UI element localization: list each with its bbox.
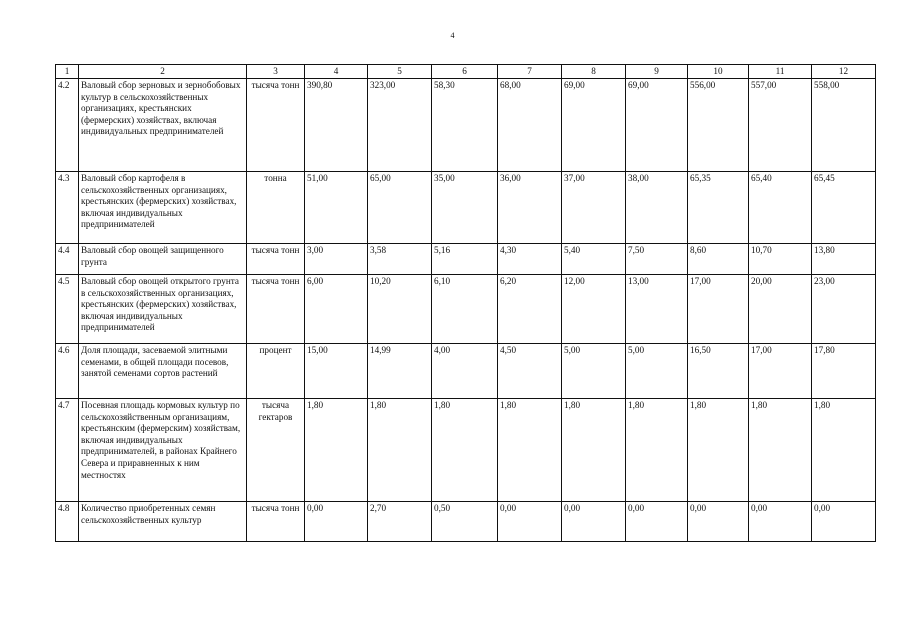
- value-cell: 0,00: [812, 502, 876, 542]
- value-cell: 65,40: [749, 172, 812, 244]
- value-cell: 4,50: [498, 344, 562, 399]
- value-cell: 0,00: [688, 502, 749, 542]
- value-cell: 4,00: [432, 344, 498, 399]
- indicators-table: [55, 64, 876, 542]
- value-cell: 51,00: [305, 172, 368, 244]
- value-cell: 65,35: [688, 172, 749, 244]
- value-cell: 390,80: [305, 79, 368, 172]
- value-cell: 0,00: [626, 502, 688, 542]
- value-cell: 557,00: [749, 79, 812, 172]
- header-col-8: 8: [562, 65, 626, 79]
- value-cell: 13,00: [626, 275, 688, 344]
- row-number: 4.2: [56, 79, 79, 172]
- value-cell: 15,00: [305, 344, 368, 399]
- value-cell: 14,99: [368, 344, 432, 399]
- value-cell: 558,00: [812, 79, 876, 172]
- row-number: 4.6: [56, 344, 79, 399]
- unit-cell: процент: [247, 344, 305, 399]
- table-row: [56, 172, 876, 244]
- value-cell: 0,50: [432, 502, 498, 542]
- row-number: 4.3: [56, 172, 79, 244]
- value-cell: 6,20: [498, 275, 562, 344]
- value-cell: 1,80: [812, 399, 876, 502]
- value-cell: 17,00: [749, 344, 812, 399]
- value-cell: 35,00: [432, 172, 498, 244]
- value-cell: 58,30: [432, 79, 498, 172]
- indicator-name: Валовый сбор картофеля в сельскохозяйственных организациях, крестьянских (фермерских) хозяйствах, включая индивидуальных предпринимателей: [79, 172, 247, 244]
- value-cell: 65,45: [812, 172, 876, 244]
- value-cell: 17,00: [688, 275, 749, 344]
- header-col-4: 4: [305, 65, 368, 79]
- value-cell: 5,40: [562, 244, 626, 275]
- value-cell: 2,70: [368, 502, 432, 542]
- row-number: 4.7: [56, 399, 79, 502]
- table-body: [56, 79, 876, 542]
- table-row: [56, 502, 876, 542]
- value-cell: 37,00: [562, 172, 626, 244]
- value-cell: 69,00: [562, 79, 626, 172]
- value-cell: 1,80: [432, 399, 498, 502]
- value-cell: 10,70: [749, 244, 812, 275]
- table-row: [56, 275, 876, 344]
- value-cell: 68,00: [498, 79, 562, 172]
- row-number: 4.5: [56, 275, 79, 344]
- value-cell: 1,80: [498, 399, 562, 502]
- value-cell: 5,00: [562, 344, 626, 399]
- unit-cell: тысяча тонн: [247, 244, 305, 275]
- value-cell: 5,00: [626, 344, 688, 399]
- row-number: 4.4: [56, 244, 79, 275]
- value-cell: 0,00: [498, 502, 562, 542]
- value-cell: 8,60: [688, 244, 749, 275]
- unit-cell: тысяча гектаров: [247, 399, 305, 502]
- value-cell: 17,80: [812, 344, 876, 399]
- value-cell: 5,16: [432, 244, 498, 275]
- value-cell: 16,50: [688, 344, 749, 399]
- value-cell: 38,00: [626, 172, 688, 244]
- value-cell: 20,00: [749, 275, 812, 344]
- value-cell: 0,00: [562, 502, 626, 542]
- table-header: [56, 65, 876, 79]
- table-row: [56, 399, 876, 502]
- page-number: 4: [450, 31, 455, 40]
- header-col-5: 5: [368, 65, 432, 79]
- table-row: [56, 344, 876, 399]
- value-cell: 4,30: [498, 244, 562, 275]
- value-cell: 3,00: [305, 244, 368, 275]
- value-cell: 65,00: [368, 172, 432, 244]
- value-cell: 12,00: [562, 275, 626, 344]
- value-cell: 36,00: [498, 172, 562, 244]
- indicator-name: Количество приобретенных семян сельскохозяйственных культур: [79, 502, 247, 542]
- indicator-name: Валовый сбор зерновых и зернобобовых культур в сельскохозяйственных организациях, крестьянских (фермерских) хозяйствах, включая индивидуальных предпринимателей: [79, 79, 247, 172]
- indicator-name: Валовый сбор овощей защищенного грунта: [79, 244, 247, 275]
- indicator-name: Посевная площадь кормовых культур по сельскохозяйственным организациям, крестьянским (фермерским) хозяйствам, включая индивидуальных предпринимателей, в районах Крайнего Севера и приравненных к ним местностях: [79, 399, 247, 502]
- table-row: [56, 244, 876, 275]
- header-col-6: 6: [432, 65, 498, 79]
- header-col-3: 3: [247, 65, 305, 79]
- value-cell: 23,00: [812, 275, 876, 344]
- value-cell: 1,80: [305, 399, 368, 502]
- value-cell: 1,80: [688, 399, 749, 502]
- indicator-name: Доля площади, засеваемой элитными семенами, в общей площади посевов, занятой семенами сортов растений: [79, 344, 247, 399]
- value-cell: 6,10: [432, 275, 498, 344]
- unit-cell: тысяча тонн: [247, 502, 305, 542]
- header-col-2: 2: [79, 65, 247, 79]
- value-cell: 1,80: [368, 399, 432, 502]
- value-cell: 69,00: [626, 79, 688, 172]
- value-cell: 0,00: [749, 502, 812, 542]
- value-cell: 0,00: [305, 502, 368, 542]
- header-col-12: 12: [812, 65, 876, 79]
- header-col-7: 7: [498, 65, 562, 79]
- header-col-11: 11: [749, 65, 812, 79]
- value-cell: 10,20: [368, 275, 432, 344]
- value-cell: 3,58: [368, 244, 432, 275]
- unit-cell: тысяча тонн: [247, 275, 305, 344]
- indicator-name: Валовый сбор овощей открытого грунта в сельскохозяйственных организациях, крестьянских (фермерских) хозяйствах, включая индивидуальных предпринимателей: [79, 275, 247, 344]
- header-col-1: 1: [56, 65, 79, 79]
- value-cell: 7,50: [626, 244, 688, 275]
- value-cell: 556,00: [688, 79, 749, 172]
- value-cell: 1,80: [562, 399, 626, 502]
- value-cell: 1,80: [626, 399, 688, 502]
- value-cell: 13,80: [812, 244, 876, 275]
- value-cell: 1,80: [749, 399, 812, 502]
- row-number: 4.8: [56, 502, 79, 542]
- table-row: [56, 79, 876, 172]
- value-cell: 6,00: [305, 275, 368, 344]
- header-col-9: 9: [626, 65, 688, 79]
- unit-cell: тысяча тонн: [247, 79, 305, 172]
- unit-cell: тонна: [247, 172, 305, 244]
- header-col-10: 10: [688, 65, 749, 79]
- header-row: [56, 65, 876, 79]
- value-cell: 323,00: [368, 79, 432, 172]
